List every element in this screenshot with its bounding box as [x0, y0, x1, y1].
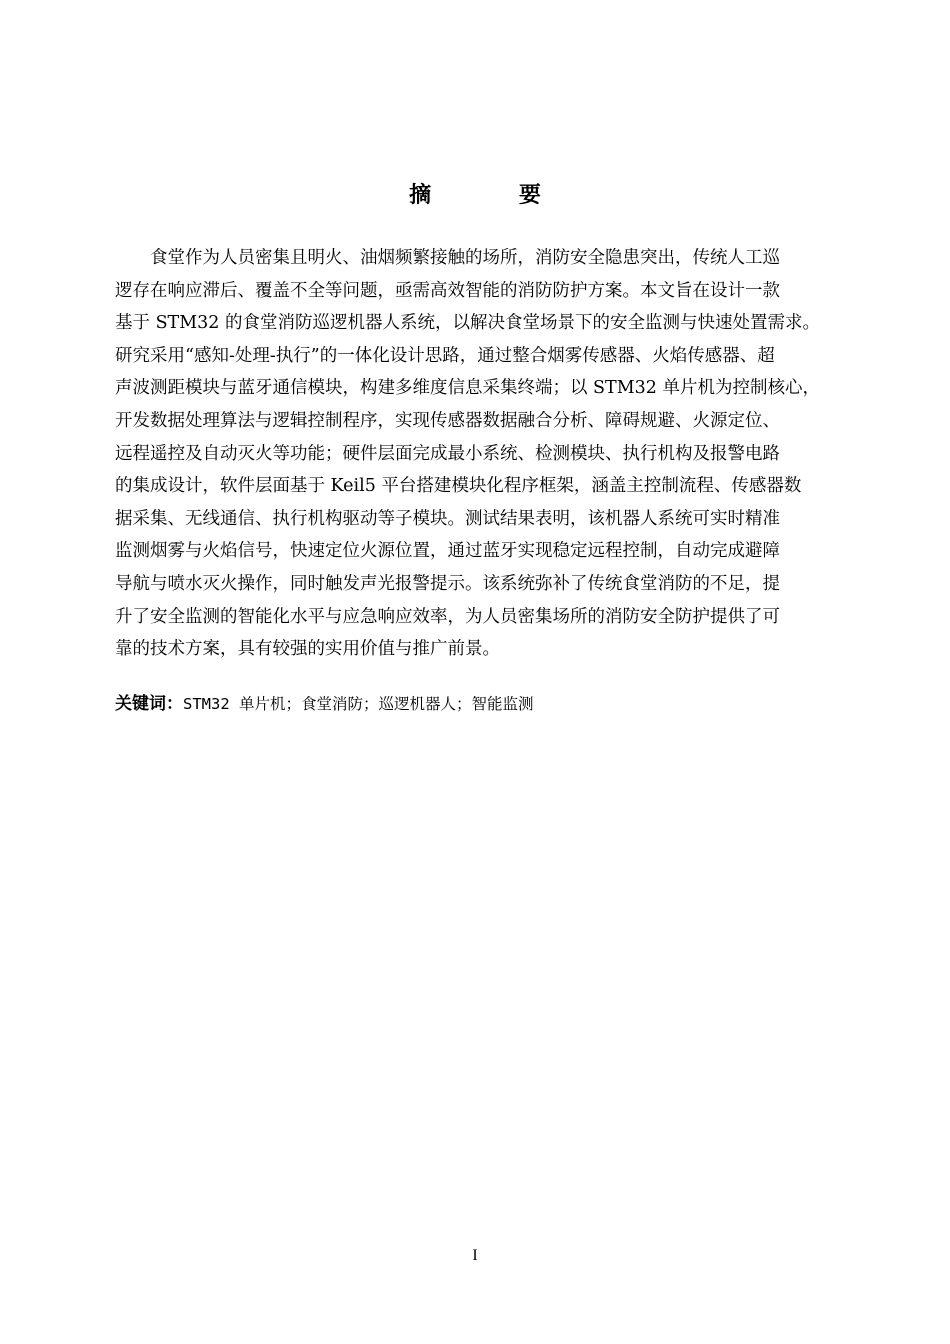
abstract-line: 的集成设计，软件层面基于 Keil5 平台搭建模块化程序框架，涵盖主控制流程、传感器数 — [115, 476, 802, 497]
abstract-line: 据采集、无线通信、执行机构驱动等子模块。测试结果表明，该机器人系统可实时精准 — [115, 508, 780, 529]
abstract-line: 开发数据处理算法与逻辑控制程序，实现传感器数据融合分析、障碍规避、火源定位、 — [115, 410, 780, 431]
abstract-line: 远程遥控及自动灭火等功能；硬件层面完成最小系统、检测模块、执行机构及报警电路 — [115, 443, 780, 464]
abstract-title: 摘 要 — [409, 183, 581, 208]
abstract-line: 导航与喷水灭火操作，同时触发声光报警提示。该系统弥补了传统食堂消防的不足，提 — [115, 573, 780, 594]
abstract-line: 逻存在响应滞后、覆盖不全等问题，亟需高效智能的消防防护方案。本文旨在设计一款 — [115, 280, 780, 301]
abstract-line: 监测烟雾与火焰信号，快速定位火源位置，通过蓝牙实现稳定远程控制，自动完成避障 — [115, 541, 780, 562]
page-number: I — [472, 1247, 478, 1264]
abstract-body — [115, 242, 875, 666]
keywords-label: 关键词： — [115, 694, 183, 714]
abstract-line: 食堂作为人员密集且明火、油烟频繁接触的场所，消防安全隐患突出，传统人工巡 — [150, 248, 780, 268]
abstract-line: 研究采用“感知-处理-执行”的一体化设计思路，通过整合烟雾传感器、火焰传感器、超 — [115, 345, 775, 366]
abstract-line: 升了安全监测的智能化水平与应急响应效率，为人员密集场所的消防安全防护提供了可 — [115, 606, 780, 627]
keywords-values: STM32 单片机；食堂消防；巡逻机器人；智能监测 — [183, 695, 534, 713]
abstract-line: 声波测距模块与蓝牙通信模块，构建多维度信息采集终端；以 STM32 单片机为控制核心， — [115, 378, 820, 399]
abstract-line: 基于 STM32 的食堂消防巡逻机器人系统，以解决食堂场景下的安全监测与快速处置需求。 — [115, 313, 820, 334]
keywords-line — [115, 690, 875, 718]
abstract-line: 靠的技术方案，具有较强的实用价值与推广前景。 — [115, 639, 500, 660]
